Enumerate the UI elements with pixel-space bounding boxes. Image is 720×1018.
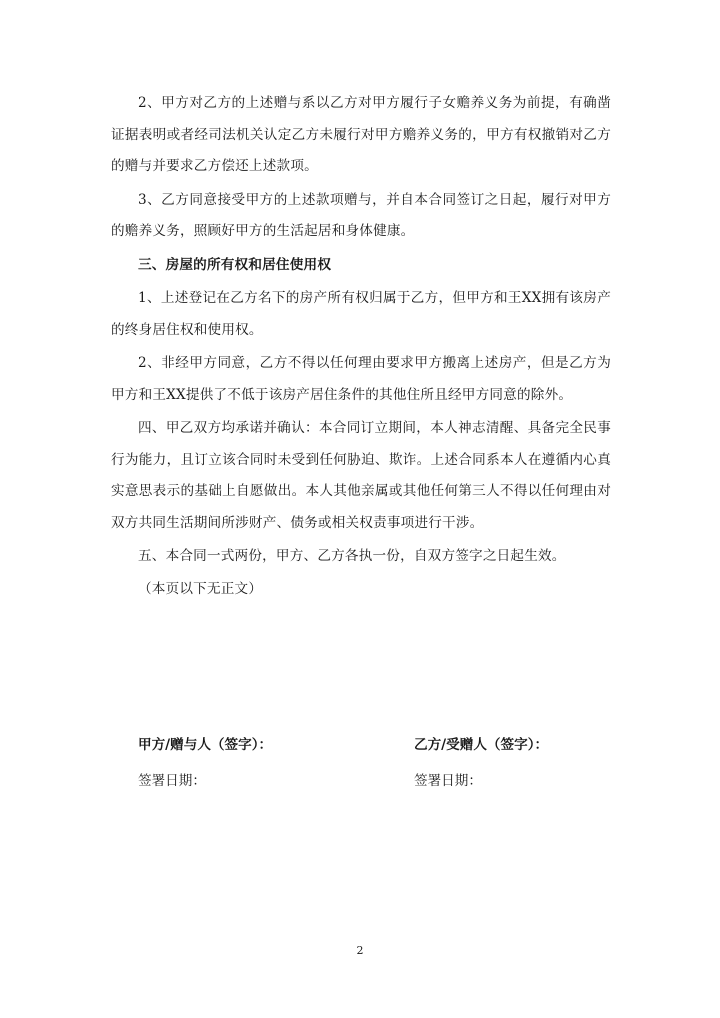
clause-effectiveness: 五、本合同一式两份，甲方、乙方各执一份，自双方签字之日起生效。 xyxy=(138,548,566,564)
clause-housing-residence: 2、非经甲方同意，乙方不得以任何理由要求甲方搬离上述房产，但是乙方为甲方和王XX提供了不低于该房产居住条件的其他住所且经甲方同意的除外。 xyxy=(111,355,611,403)
clause-2-revocation: 2、甲方对乙方的上述赠与系以乙方对甲方履行子女赡养义务为前提，有确凿证据表明或者经司法机关认定乙方未履行对甲方赡养义务的，甲方有权撤销对乙方的赠与并要求乙方偿还上述款项。 xyxy=(111,95,611,174)
no-further-text-note: （本页以下无正文） xyxy=(138,580,263,597)
section-heading-housing: 三、房屋的所有权和居住使用权 xyxy=(138,256,332,273)
party-a-sign-date: 签署日期： xyxy=(138,773,206,789)
clause-mutual-confirmation: 四、甲乙双方均承诺并确认：本合同订立期间，本人神志清醒、具备完全民事行为能力，且订立该合同时未受到任何胁迫、欺诈。上述合同系本人在遵循内心真实意思表示的基础上自愿做出。本人其他亲属或其他任何第三人不得以任何理由对双方共同生活期间所涉财产、债务或相关权责事项进行干涉。 xyxy=(111,420,611,531)
contract-body xyxy=(111,88,611,605)
party-b-signature-label: 乙方/受赠人（签字）： xyxy=(414,737,549,753)
party-b-sign-date: 签署日期： xyxy=(414,773,482,789)
page-number: 2 xyxy=(356,944,364,957)
clause-3-support-duty: 3、乙方同意接受甲方的上述款项赠与，并自本合同签订之日起，履行对甲方的赡养义务，照顾好甲方的生活起居和身体健康。 xyxy=(111,191,611,239)
party-a-signature-label: 甲方/赠与人（签字）： xyxy=(138,737,273,753)
clause-housing-ownership: 1、上述登记在乙方名下的房产所有权归属于乙方，但甲方和王XX拥有该房产的终身居住权和使用权。 xyxy=(111,290,611,338)
